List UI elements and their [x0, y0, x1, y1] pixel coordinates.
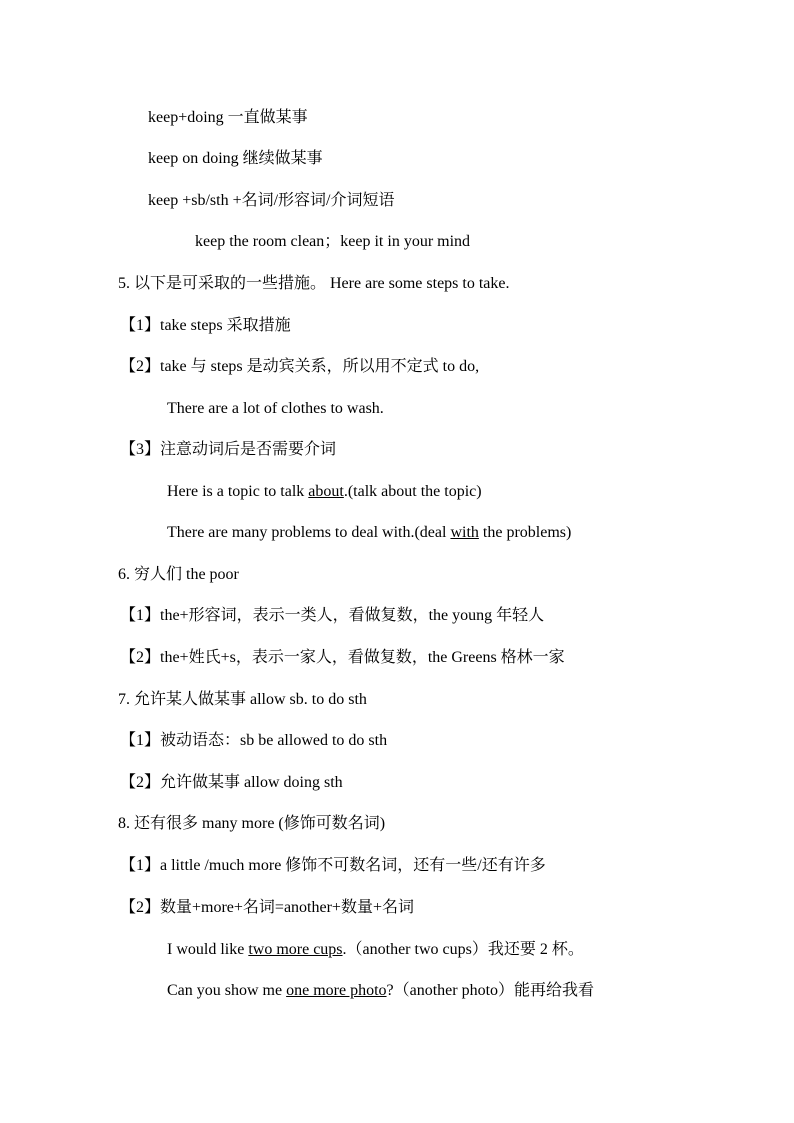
text-line: keep +sb/sth +名词/形容词/介词短语	[148, 192, 395, 209]
text-line: 【2】the+姓氏+s，表示一家人，看做复数，the Greens 格林一家	[120, 649, 565, 666]
section-heading: 8. 还有很多 many more (修饰可数名词)	[118, 815, 386, 832]
section-heading: 5. 以下是可采取的一些措施。 Here are some steps to take.	[118, 275, 510, 292]
text-line: 【1】a little /much more 修饰不可数名词，还有一些/还有许多	[120, 857, 546, 874]
section-heading: 7. 允许某人做某事 allow sb. to do sth	[118, 691, 367, 708]
text-line: keep+doing 一直做某事	[148, 109, 308, 126]
example-line	[167, 523, 571, 543]
text-line: 【1】被动语态：sb be allowed to do sth	[120, 732, 388, 749]
text-segment: the problems)	[478, 524, 572, 541]
example-line	[167, 940, 584, 960]
example-line	[167, 981, 594, 1001]
underlined-word: with	[450, 524, 479, 541]
section-heading: 6. 穷人们 the poor	[118, 566, 239, 583]
text-line: 【2】允许做某事 allow doing sth	[120, 774, 343, 791]
text-segment: .(talk about the topic)	[343, 483, 482, 500]
underlined-phrase: two more cups	[248, 941, 343, 958]
text-segment: Can you show me	[167, 982, 287, 999]
example-line: There are a lot of clothes to wash.	[167, 400, 384, 417]
text-line: 【1】take steps 采取措施	[120, 317, 291, 334]
example-line	[167, 482, 482, 502]
underlined-phrase: one more photo	[286, 982, 387, 999]
text-line: 【2】take 与 steps 是动宾关系，所以用不定式 to do,	[120, 358, 480, 375]
text-line: 【3】注意动词后是否需要介词	[120, 441, 337, 458]
text-segment: Here is a topic to talk	[167, 483, 309, 500]
text-line: 【2】数量+more+名词=another+数量+名词	[120, 899, 414, 916]
text-line: keep the room clean；keep it in your mind	[195, 233, 471, 250]
text-line: 【1】the+形容词，表示一类人，看做复数，the young 年轻人	[120, 607, 545, 624]
underlined-word: about	[308, 483, 344, 500]
text-segment: I would like	[167, 941, 249, 958]
text-segment: .（another two cups）我还要 2 杯。	[342, 941, 584, 958]
text-segment: ?（another photo）能再给我看	[386, 982, 595, 999]
text-segment: There are many problems to deal with.(deal	[167, 524, 451, 541]
text-line: keep on doing 继续做某事	[148, 150, 323, 167]
